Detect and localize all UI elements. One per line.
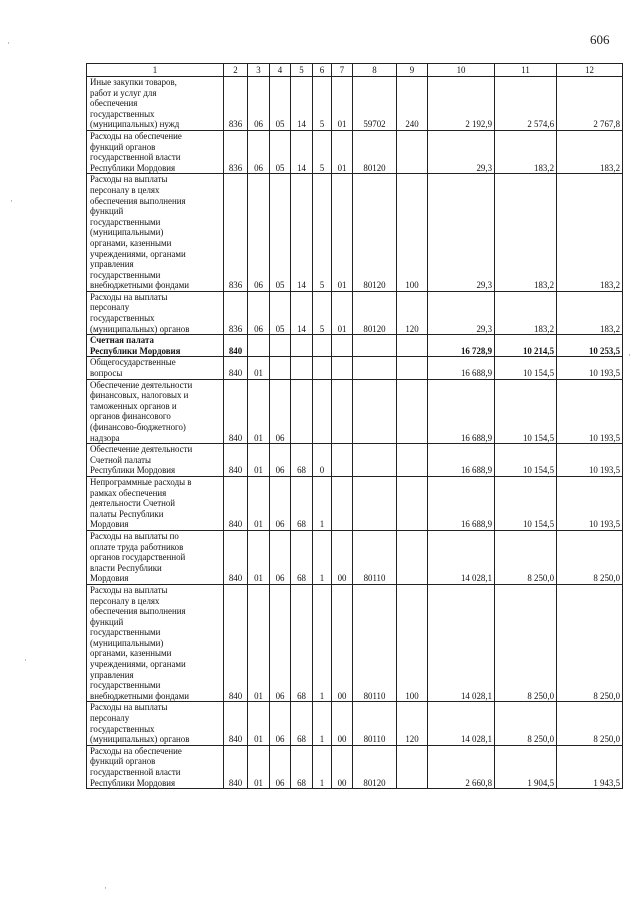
column-header: 7 [332,64,353,77]
amount-cell: 1 943,5 [557,745,623,788]
direction-code-cell [353,335,397,357]
amount-cell: 10 154,5 [495,476,557,530]
row-name-cell: Расходы на выплаты персоналу государственных (муниципальных) органов [87,702,224,745]
program-code-cell: 14 [291,130,313,173]
section-code-cell: 01 [248,584,270,702]
amount-cell: 29,3 [428,174,495,292]
expense-type-code-cell [397,476,428,530]
subprogram-code-cell [313,357,332,379]
header-row [87,64,623,77]
table-row [87,476,623,530]
event-code-cell [332,476,353,530]
ministry-code-cell: 836 [224,174,248,292]
section-code-cell: 01 [248,702,270,745]
event-code-cell: 01 [332,174,353,292]
event-code-cell [332,357,353,379]
ministry-code-cell: 840 [224,702,248,745]
expense-type-code-cell [397,130,428,173]
amount-cell: 10 154,5 [495,357,557,379]
row-name-cell: Обеспечение деятельности финансовых, налоговых и таможенных органов и органов финансового (финансово-бюджетного) надзора [87,379,224,444]
table-row [87,335,623,357]
row-name-cell: Расходы на выплаты персоналу в целях обеспечения выполнения функций государственными (муниципальными) органами, казенными учреждениями, органами управления государственными внебюджетными фондами [87,174,224,292]
amount-cell: 10 154,5 [495,444,557,477]
amount-cell: 10 193,5 [557,357,623,379]
ministry-code-cell: 836 [224,77,248,131]
subsection-code-cell: 06 [270,745,291,788]
direction-code-cell [353,476,397,530]
subsection-code-cell [270,357,291,379]
direction-code-cell: 80110 [353,584,397,702]
column-header: 2 [224,64,248,77]
scan-speck: · [104,883,107,893]
scan-speck: · [10,196,13,206]
subprogram-code-cell: 0 [313,444,332,477]
section-code-cell: 06 [248,77,270,131]
expense-type-code-cell: 120 [397,291,428,334]
scan-speck: · [628,350,631,360]
column-header: 10 [428,64,495,77]
expense-type-code-cell [397,335,428,357]
amount-cell: 8 250,0 [557,530,623,584]
subprogram-code-cell: 5 [313,77,332,131]
section-code-cell [248,335,270,357]
amount-cell: 2 660,8 [428,745,495,788]
amount-cell: 2 574,6 [495,77,557,131]
amount-cell: 8 250,0 [495,530,557,584]
table-row [87,444,623,477]
program-code-cell: 14 [291,291,313,334]
expense-type-code-cell [397,444,428,477]
amount-cell: 10 253,5 [557,335,623,357]
page-number: 606 [590,32,610,47]
amount-cell: 16 728,9 [428,335,495,357]
ministry-code-cell: 840 [224,444,248,477]
program-code-cell: 14 [291,77,313,131]
subprogram-code-cell: 1 [313,584,332,702]
subprogram-code-cell [313,379,332,444]
ministry-code-cell: 836 [224,291,248,334]
row-name-cell: Расходы на выплаты персоналу в целях обеспечения выполнения функций государственными (муниципальными) органами, казенными учреждениями, органами управления государственными внебюджетными фондами [87,584,224,702]
scan-speck: · [24,655,27,665]
column-header: 8 [353,64,397,77]
ministry-code-cell: 840 [224,476,248,530]
budget-table [86,63,623,789]
row-name-cell: Общегосударственные вопросы [87,357,224,379]
event-code-cell: 00 [332,584,353,702]
amount-cell: 14 028,1 [428,530,495,584]
amount-cell: 183,2 [557,291,623,334]
event-code-cell: 00 [332,530,353,584]
column-header: 1 [87,64,224,77]
row-name-cell: Иные закупки товаров, работ и услуг для обеспечения государственных (муниципальных) нужд [87,77,224,131]
subsection-code-cell [270,335,291,357]
expense-type-code-cell [397,745,428,788]
section-code-cell: 01 [248,444,270,477]
column-header: 4 [270,64,291,77]
program-code-cell: 68 [291,530,313,584]
expense-type-code-cell: 120 [397,702,428,745]
scan-speck: · [7,38,10,48]
direction-code-cell: 59702 [353,77,397,131]
amount-cell: 16 688,9 [428,357,495,379]
ministry-code-cell: 836 [224,130,248,173]
subsection-code-cell: 06 [270,584,291,702]
program-code-cell: 68 [291,584,313,702]
subprogram-code-cell: 1 [313,702,332,745]
expense-type-code-cell [397,530,428,584]
expense-type-code-cell: 240 [397,77,428,131]
subsection-code-cell: 05 [270,174,291,292]
amount-cell: 8 250,0 [557,584,623,702]
subprogram-code-cell: 1 [313,530,332,584]
amount-cell: 14 028,1 [428,702,495,745]
event-code-cell: 00 [332,745,353,788]
program-code-cell: 68 [291,444,313,477]
amount-cell: 29,3 [428,291,495,334]
subprogram-code-cell: 5 [313,291,332,334]
amount-cell: 14 028,1 [428,584,495,702]
subprogram-code-cell [313,335,332,357]
amount-cell: 16 688,9 [428,444,495,477]
subprogram-code-cell: 5 [313,130,332,173]
ministry-code-cell: 840 [224,584,248,702]
event-code-cell [332,335,353,357]
row-name-cell: Непрограммные расходы в рамках обеспечения деятельности Счетной палаты Республики Мордовия [87,476,224,530]
amount-cell: 10 214,5 [495,335,557,357]
amount-cell: 1 904,5 [495,745,557,788]
expense-type-code-cell [397,357,428,379]
subsection-code-cell: 05 [270,130,291,173]
amount-cell: 8 250,0 [495,702,557,745]
direction-code-cell: 80120 [353,130,397,173]
amount-cell: 10 154,5 [495,379,557,444]
section-code-cell: 06 [248,174,270,292]
row-name-cell: Расходы на выплаты по оплате труда работников органов государственной власти Республики Мордовия [87,530,224,584]
table-row [87,174,623,292]
amount-cell: 183,2 [495,291,557,334]
table-row [87,530,623,584]
subprogram-code-cell: 1 [313,745,332,788]
amount-cell: 16 688,9 [428,476,495,530]
row-name-cell: Расходы на обеспечение функций органов государственной власти Республики Мордовия [87,130,224,173]
ministry-code-cell: 840 [224,335,248,357]
expense-type-code-cell: 100 [397,174,428,292]
section-code-cell: 01 [248,357,270,379]
program-code-cell [291,379,313,444]
ministry-code-cell: 840 [224,379,248,444]
amount-cell: 183,2 [557,130,623,173]
section-code-cell: 01 [248,745,270,788]
row-name-cell: Расходы на выплаты персоналу государственных (муниципальных) органов [87,291,224,334]
amount-cell: 29,3 [428,130,495,173]
event-code-cell: 01 [332,130,353,173]
ministry-code-cell: 840 [224,357,248,379]
direction-code-cell [353,357,397,379]
subprogram-code-cell: 1 [313,476,332,530]
direction-code-cell: 80110 [353,702,397,745]
section-code-cell: 01 [248,530,270,584]
expense-type-code-cell: 100 [397,584,428,702]
section-code-cell: 06 [248,291,270,334]
row-name-cell: Обеспечение деятельности Счетной палаты Республики Мордовия [87,444,224,477]
amount-cell: 16 688,9 [428,379,495,444]
column-header: 5 [291,64,313,77]
table-row [87,702,623,745]
amount-cell: 183,2 [495,130,557,173]
ministry-code-cell: 840 [224,745,248,788]
amount-cell: 10 193,5 [557,379,623,444]
table-row [87,584,623,702]
subsection-code-cell: 06 [270,530,291,584]
row-name-cell: Расходы на обеспечение функций органов государственной власти Республики Мордовия [87,745,224,788]
direction-code-cell [353,379,397,444]
program-code-cell: 68 [291,745,313,788]
section-code-cell: 06 [248,130,270,173]
amount-cell: 183,2 [495,174,557,292]
direction-code-cell: 80120 [353,291,397,334]
amount-cell: 8 250,0 [495,584,557,702]
amount-cell: 2 192,9 [428,77,495,131]
subprogram-code-cell: 5 [313,174,332,292]
subsection-code-cell: 06 [270,702,291,745]
program-code-cell: 68 [291,476,313,530]
subsection-code-cell: 06 [270,444,291,477]
column-header: 6 [313,64,332,77]
table-row [87,379,623,444]
event-code-cell [332,444,353,477]
direction-code-cell [353,444,397,477]
amount-cell: 10 193,5 [557,476,623,530]
amount-cell: 2 767,8 [557,77,623,131]
expense-type-code-cell [397,379,428,444]
table-row [87,77,623,131]
ministry-code-cell: 840 [224,530,248,584]
amount-cell: 183,2 [557,174,623,292]
column-header: 12 [557,64,623,77]
section-code-cell: 01 [248,379,270,444]
table-row [87,745,623,788]
direction-code-cell: 80110 [353,530,397,584]
program-code-cell [291,335,313,357]
table-row [87,130,623,173]
amount-cell: 10 193,5 [557,444,623,477]
table-body [87,77,623,789]
column-header: 11 [495,64,557,77]
subsection-code-cell: 06 [270,476,291,530]
event-code-cell [332,379,353,444]
amount-cell: 8 250,0 [557,702,623,745]
program-code-cell [291,357,313,379]
column-header: 3 [248,64,270,77]
table-row [87,357,623,379]
subsection-code-cell: 06 [270,379,291,444]
event-code-cell: 00 [332,702,353,745]
row-name-cell: Счетная палата Республики Мордовия [87,335,224,357]
table-row [87,291,623,334]
subsection-code-cell: 05 [270,77,291,131]
subsection-code-cell: 05 [270,291,291,334]
program-code-cell: 68 [291,702,313,745]
event-code-cell: 01 [332,291,353,334]
section-code-cell: 01 [248,476,270,530]
direction-code-cell: 80120 [353,174,397,292]
direction-code-cell: 80120 [353,745,397,788]
program-code-cell: 14 [291,174,313,292]
column-header: 9 [397,64,428,77]
event-code-cell: 01 [332,77,353,131]
